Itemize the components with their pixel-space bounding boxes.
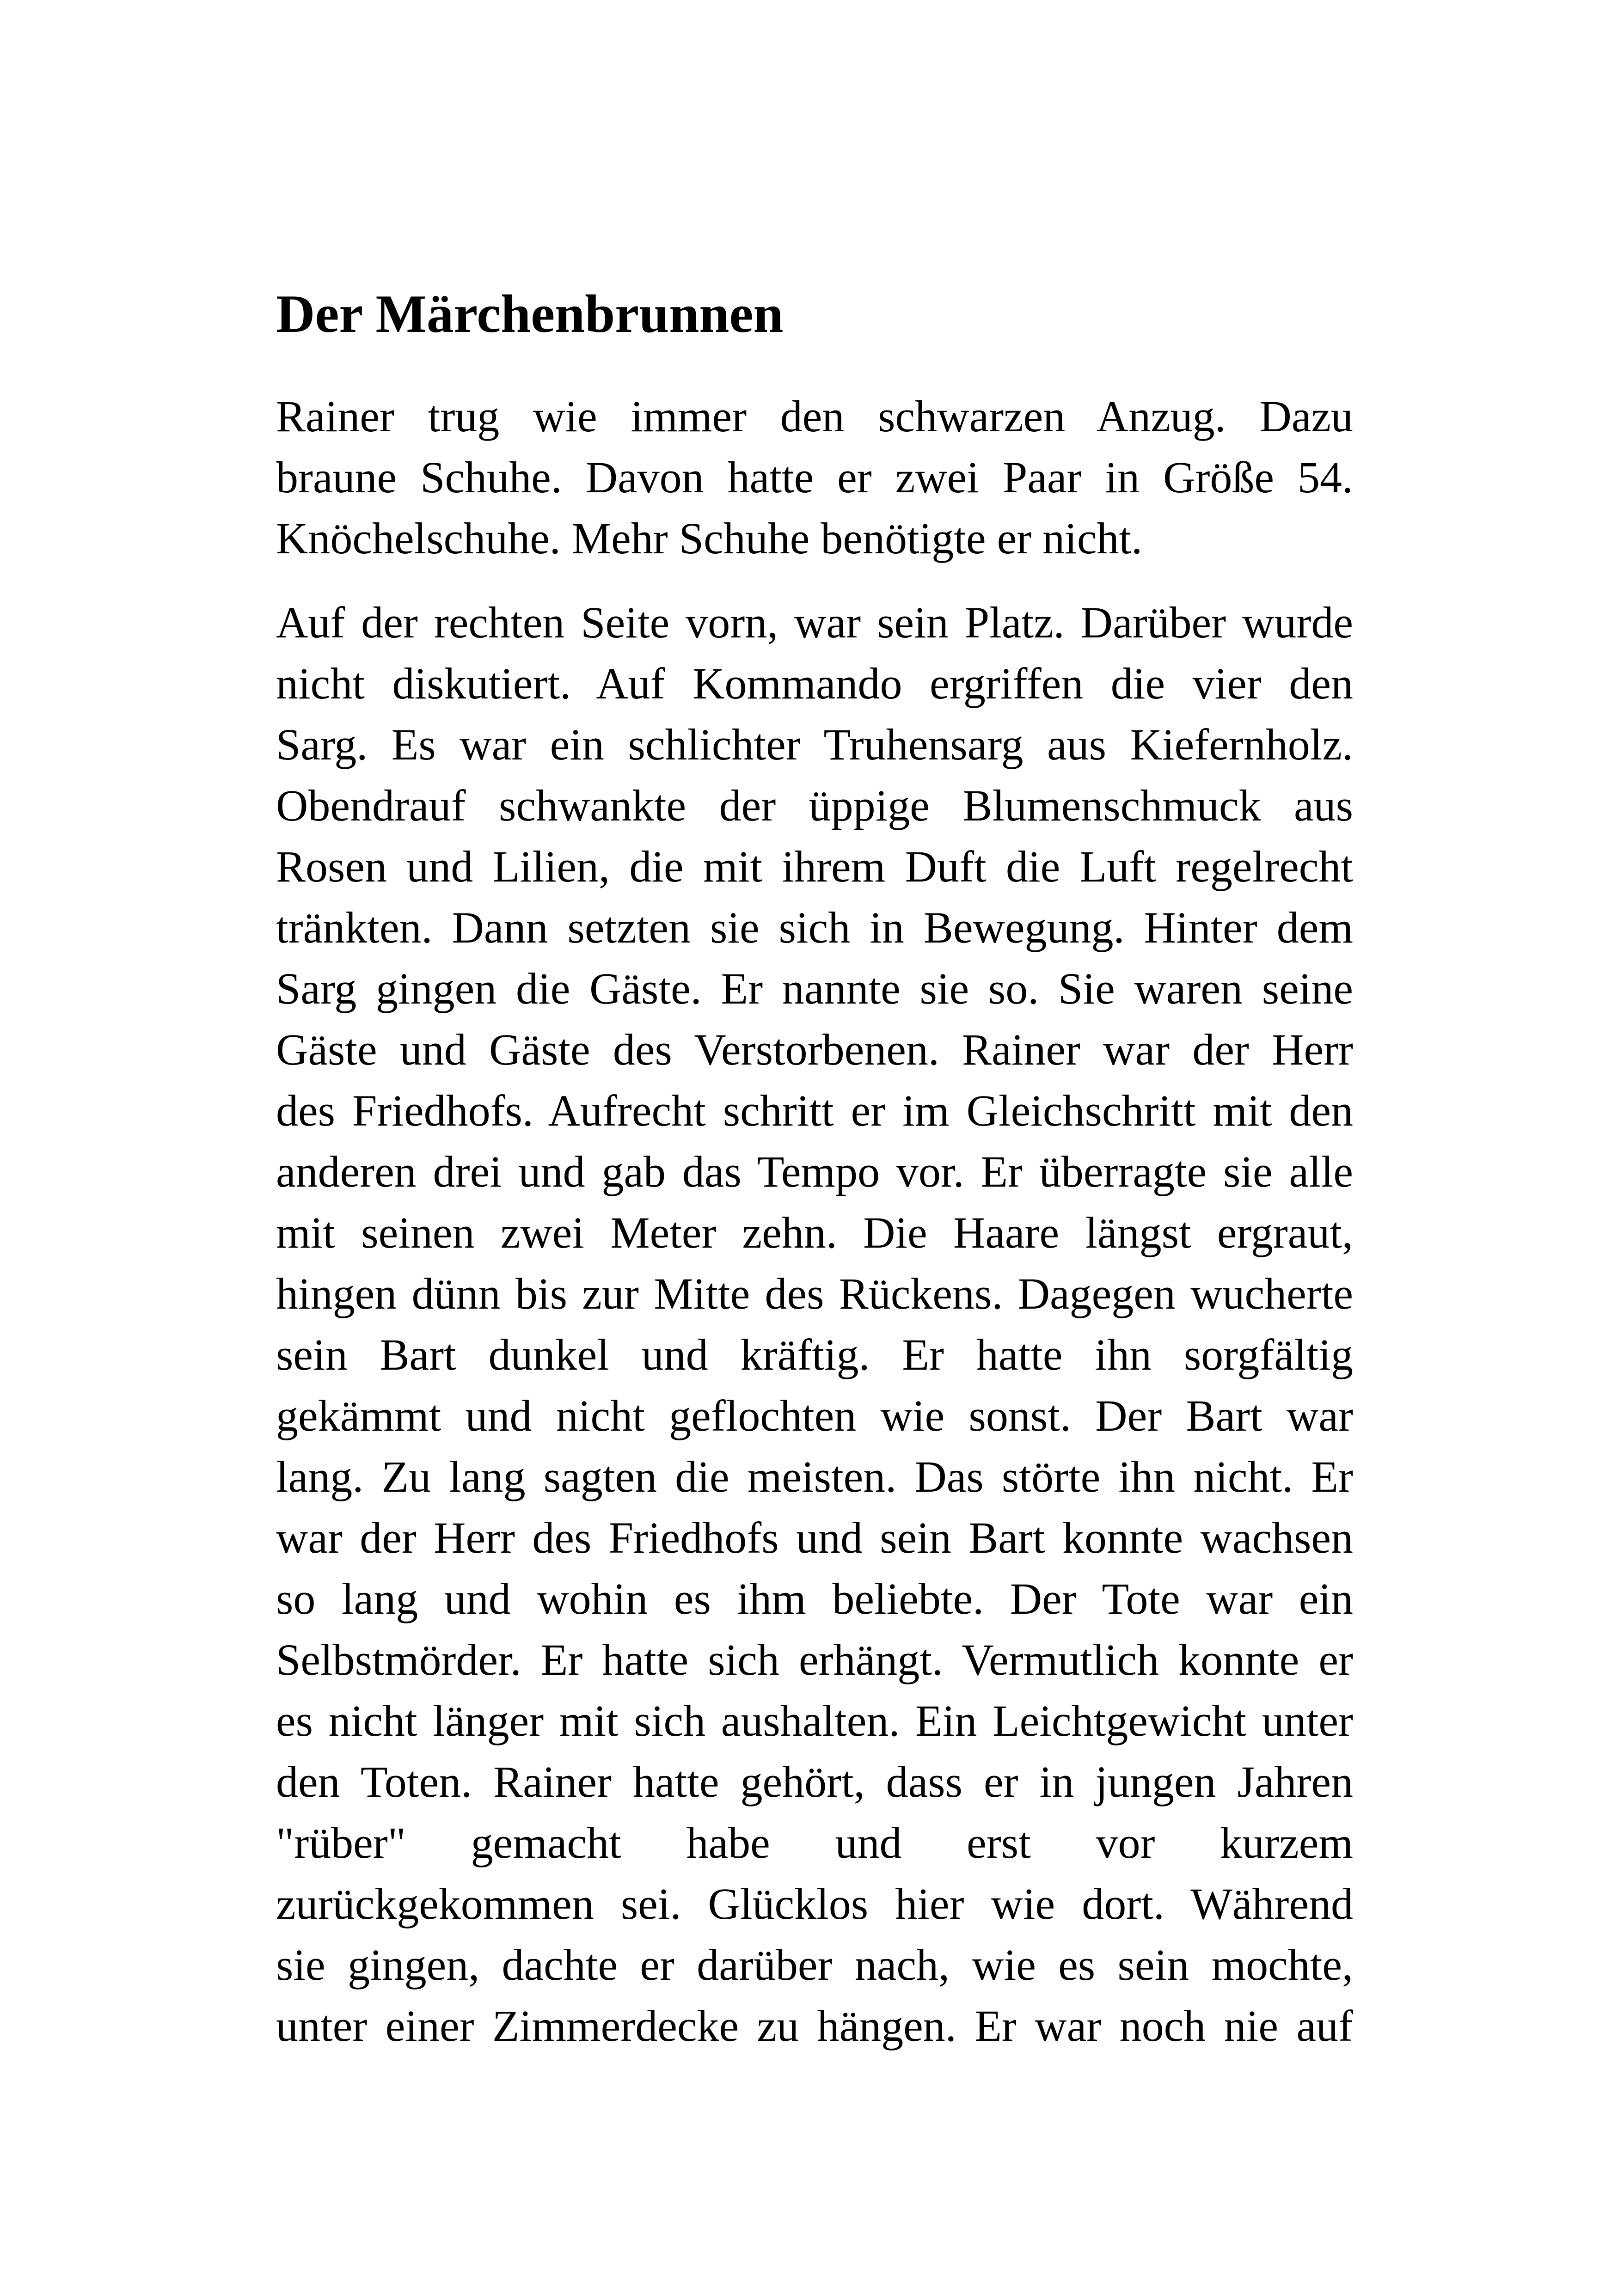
text-line: gekämmt und nicht geflochten wie sonst. Der Bart war [276, 1391, 1353, 1440]
text-line: zurückgekommen sei. Glücklos hier wie dort. Während [276, 1879, 1353, 1929]
text-line: mit seinen zwei Meter zehn. Die Haare längst ergraut, [276, 1208, 1353, 1257]
text-line: so lang und wohin es ihm beliebte. Der Tote war ein [276, 1574, 1353, 1623]
text-line: sein Bart dunkel und kräftig. Er hatte ihn sorgfältig [276, 1330, 1353, 1379]
text-line: braune Schuhe. Davon hatte er zwei Paar in Größe 54. [276, 453, 1353, 502]
text-line: Rosen und Lilien, die mit ihrem Duft die Luft regelrecht [276, 842, 1353, 891]
body-text [276, 386, 1353, 2057]
text-line: nicht diskutiert. Auf Kommando ergriffen die vier den [276, 659, 1353, 708]
text-line: den Toten. Rainer hatte gehört, dass er in jungen Jahren [276, 1757, 1353, 1806]
text-line: "rüber" gemacht habe und erst vor kurzem [276, 1818, 1353, 1867]
text-line: sie gingen, dachte er darüber nach, wie es sein mochte, [276, 1940, 1353, 1990]
text-line: Gäste und Gäste des Verstorbenen. Rainer war der Herr [276, 1025, 1353, 1074]
text-line: hingen dünn bis zur Mitte des Rückens. Dagegen wucherte [276, 1269, 1353, 1318]
text-line: Knöchelschuhe. Mehr Schuhe benötigte er nicht. [276, 514, 1143, 563]
text-line: lang. Zu lang sagten die meisten. Das störte ihn nicht. Er [276, 1452, 1353, 1501]
text-line: Obendrauf schwankte der üppige Blumenschmuck aus [276, 781, 1353, 830]
text-line: Auf der rechten Seite vorn, war sein Platz. Darüber wurde [276, 598, 1353, 647]
text-line: Rainer trug wie immer den schwarzen Anzug. Dazu [276, 392, 1353, 441]
text-line: es nicht länger mit sich aushalten. Ein Leichtgewicht unter [276, 1696, 1353, 1745]
text-line: Sarg gingen die Gäste. Er nannte sie so. Sie waren seine [276, 964, 1353, 1013]
text-line: Sarg. Es war ein schlichter Truhensarg aus Kiefernholz. [276, 720, 1353, 769]
text-line: anderen drei und gab das Tempo vor. Er überragte sie alle [276, 1147, 1353, 1196]
text-line: des Friedhofs. Aufrecht schritt er im Gleichschritt mit den [276, 1086, 1353, 1135]
text-line: tränkten. Dann setzten sie sich in Bewegung. Hinter dem [276, 903, 1353, 952]
page-title: Der Märchenbrunnen [276, 284, 784, 344]
paragraph-gap [276, 569, 1353, 592]
text-line: war der Herr des Friedhofs und sein Bart konnte wachsen [276, 1513, 1353, 1562]
text-line: Selbstmörder. Er hatte sich erhängt. Vermutlich konnte er [276, 1635, 1353, 1684]
text-line: unter einer Zimmerdecke zu hängen. Er war noch nie auf [276, 2001, 1353, 2051]
